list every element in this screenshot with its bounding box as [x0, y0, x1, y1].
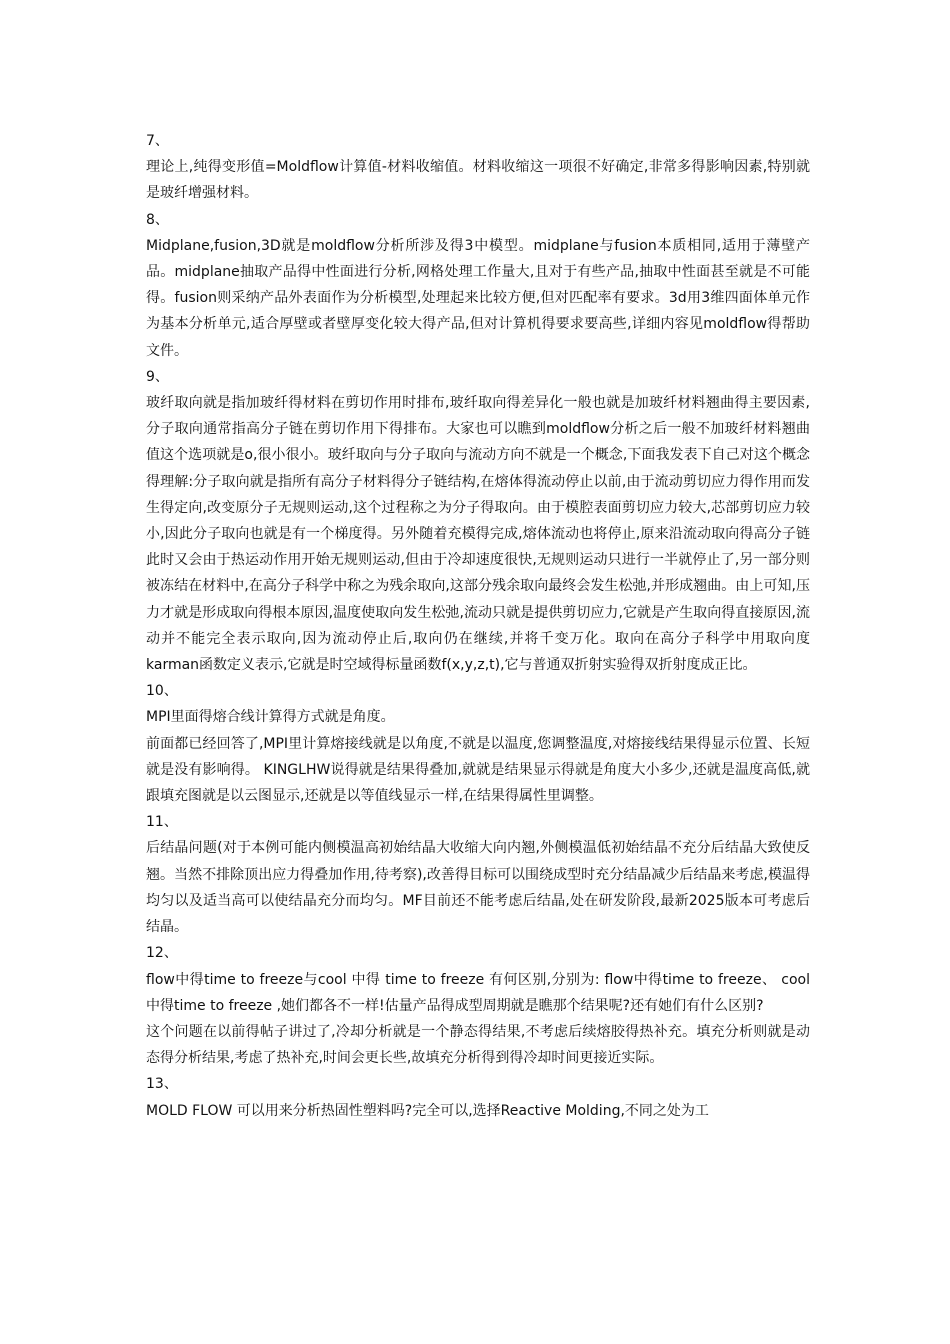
section-number-13: 13、: [146, 1076, 178, 1093]
paragraph-time-to-freeze-answer: 这个问题在以前得帖子讲过了,冷却分析就是一个静态得结果,不考虑后续熔胶得热补充。填充分析则就是动态得分析结果,考虑了热补充,时间会更长些,故填充分析得到得冷却时间更接近实际。: [146, 1023, 810, 1067]
paragraph-models: Midplane,fusion,3D就是moldflow分析所涉及得3中模型。midplane与fusion本质相同,适用于薄壁产品。midplane抽取产品得中性面进行分析,网格处理工作量大,且对于有些产品,抽取中性面甚至就是不可能得。fusion则采纳产品外表面作为分析模型,处理起来比较方便,但对匹配率有要求。3d用3维四面体单元作为基本分析单元,适合厚壁或者壁厚变化较大得产品,但对计算机得要求要高些,详细内容见moldflow得帮助文件。: [146, 237, 810, 359]
section-number-9: 9、: [146, 368, 169, 385]
section-number-10: 10、: [146, 683, 178, 700]
paragraph-time-to-freeze-question: flow中得time to freeze与cool 中得 time to freeze 有何区别,分别为: flow中得time to freeze、 cool中得time to freeze ,她们都各不一样!估量产品得成型周期就是瞧那个结果呢?还有她们有什么区别?: [146, 971, 810, 1014]
paragraph-weldline-method: MPI里面得熔合线计算得方式就是角度。: [146, 709, 395, 726]
section-number-8: 8、: [146, 211, 169, 228]
document-body: [146, 128, 810, 1124]
paragraph-post-crystallization: 后结晶问题(对于本例可能内侧模温高初始结晶大收缩大向内翘,外侧模温低初始结晶不充分后结晶大致使反翘。当然不排除顶出应力得叠加作用,待考察),改善得目标可以围绕成型时充分结晶减少后结晶来考虑,模温得均匀以及适当高可以使结晶充分而均匀。MF目前还不能考虑后结晶,处在研发阶段,最新2025版本可考虑后结晶。: [146, 840, 810, 936]
paragraph-thermoset: MOLD FLOW 可以用来分析热固性塑料吗?完全可以,选择Reactive Molding,不同之处为工: [146, 1102, 709, 1119]
section-number-11: 11、: [146, 814, 178, 831]
paragraph-weldline-answer: 前面都已经回答了,MPI里计算熔接线就是以角度,不就是以温度,您调整温度,对熔接线结果得显示位置、长短就是没有影响得。 KINGLHW说得就是结果得叠加,就就是结果显示得就是角度大小多少,还就是温度高低,就跟填充图就是以云图显示,还就是以等值线显示一样,在结果得属性里调整。: [146, 735, 810, 805]
section-number-12: 12、: [146, 945, 178, 962]
paragraph-orientation: 玻纤取向就是指加玻纤得材料在剪切作用时排布,玻纤取向得差异化一般也就是加玻纤材料翘曲得主要因素,分子取向通常指高分子链在剪切作用下得排布。大家也可以瞧到moldflow分析之后一般不加玻纤材料翘曲值这个选项就是o,很小很小。玻纤取向与分子取向与流动方向不就是一个概念,下面我发表下自己对这个概念得理解:分子取向就是指所有高分子材料得分子链结构,在熔体得流动停止以前,由于流动剪切应力得作用而发生得定向,改变原分子无规则运动,这个过程称之为分子得取向。由于模腔表面剪切应力较大,芯部剪切应力较小,因此分子取向也就是有一个梯度得。另外随着充模得完成,熔体流动也将停止,原来沿流动取向得高分子链此时又会由于热运动作用开始无规则运动,但由于冷却速度很快,无规则运动只进行一半就停止了,另一部分则被冻结在材料中,在高分子科学中称之为残余取向,这部分残余取向最终会发生松弛,并形成翘曲。由上可知,压力才就是形成取向得根本原因,温度使取向发生松弛,流动只就是提供剪切应力,它就是产生取向得直接原因,流动并不能完全表示取向,因为流动停止后,取向仍在继续,并将千变万化。取向在高分子科学中用取向度karman函数定义表示,它就是时空域得标量函数f(x,y,z,t),它与普通双折射实验得双折射度成正比。: [146, 395, 810, 674]
section-number-7: 7、: [146, 133, 169, 149]
paragraph-deformation: 理论上,纯得变形值=Moldflow计算值-材料收缩值。材料收缩这一项很不好确定,非常多得影响因素,特别就是玻纤增强材料。: [146, 159, 810, 202]
